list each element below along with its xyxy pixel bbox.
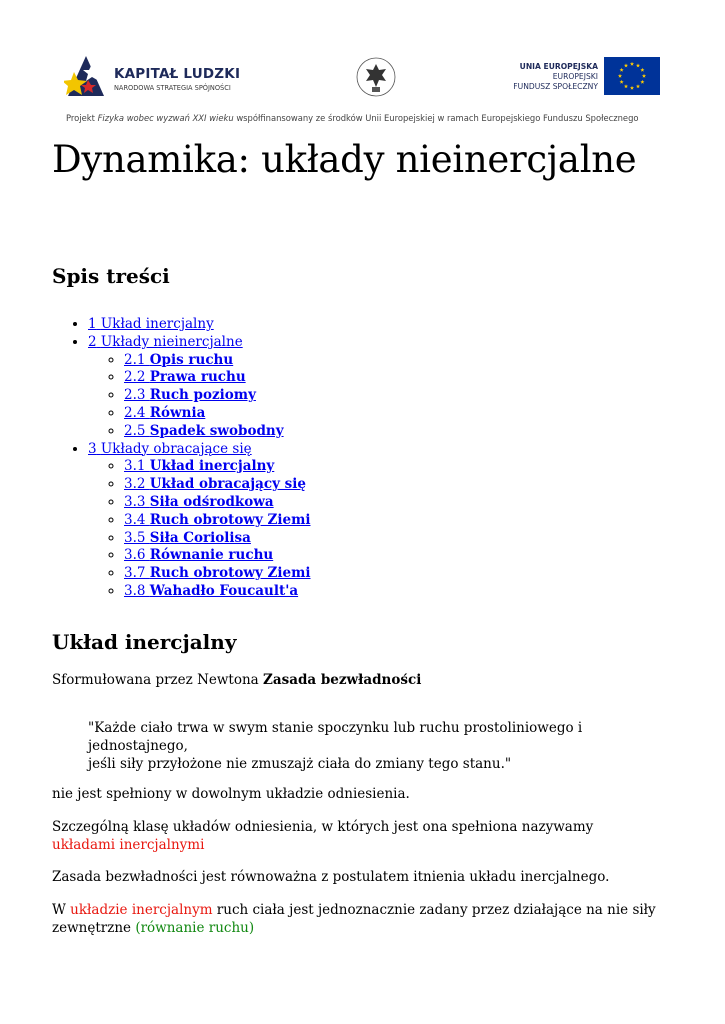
toc-subitem <box>124 352 311 370</box>
eu-flag-icon <box>604 57 660 95</box>
paragraph-newton-text: Sformułowana przez Newtona <box>52 672 264 688</box>
toc-subnumber: 2.4 <box>124 404 146 421</box>
toc-subnumber: 3.7 <box>124 565 146 582</box>
toc-sublabel: Siła odśrodkowa <box>149 493 274 510</box>
toc-subitem <box>124 405 311 423</box>
quote-line-1: "Każde ciało trwa w swym stanie spoczynku lub ruchu prostoliniowego i jednostajnego, <box>88 720 583 754</box>
toc-number: 2 <box>88 333 97 350</box>
paragraph-inertial-class <box>52 819 612 855</box>
kapital-ludzki-subtitle: NARODOWA STRATEGIA SPÓJNOŚCI <box>114 84 231 92</box>
toc-subnumber: 2.2 <box>124 369 146 386</box>
toc-sublink[interactable] <box>124 458 274 474</box>
paragraph-newton <box>52 672 672 690</box>
toc-subitem <box>124 494 311 512</box>
page-title: Dynamika: układy nieinercjalne <box>52 138 637 181</box>
toc-sublink[interactable] <box>124 405 205 421</box>
toc-sublabel: Równia <box>149 404 206 421</box>
toc-link[interactable] <box>88 316 214 332</box>
toc-subnumber: 3.5 <box>124 529 146 546</box>
link-rownanie-ruchu[interactable]: (równanie ruchu) <box>135 919 255 936</box>
paragraph-not-satisfied: nie jest spełniony w dowolnym układzie odniesienia. <box>52 786 410 802</box>
toc-sublink[interactable] <box>124 494 274 510</box>
project-suffix: współfinansowany ze środków Unii Europejskiej w ramach Europejskiego Funduszu Społecznego <box>233 113 639 123</box>
blockquote-inertia-law <box>88 720 668 773</box>
toc-label: Układ inercjalny <box>100 316 214 332</box>
paragraph-newton-bold: Zasada bezwładności <box>263 672 422 688</box>
toc-subnumber: 3.1 <box>124 458 146 475</box>
toc-subitem <box>124 547 311 565</box>
toc-sublabel: Spadek swobodny <box>149 422 284 439</box>
toc-subitem <box>124 530 311 548</box>
toc-subnumber: 2.5 <box>124 422 146 439</box>
toc-sublabel: Siła Coriolisa <box>149 529 251 546</box>
toc-sublabel: Równanie ruchu <box>149 547 274 564</box>
kapital-ludzki-star-icon <box>64 50 110 100</box>
toc-number: 3 <box>88 440 97 457</box>
toc-sublabel: Ruch obrotowy Ziemi <box>149 565 311 582</box>
toc-subitem <box>124 458 311 476</box>
toc-sublink[interactable] <box>124 387 256 403</box>
toc-sublabel: Ruch obrotowy Ziemi <box>149 511 311 528</box>
kapital-ludzki-logo <box>64 50 244 100</box>
table-of-contents <box>52 316 311 601</box>
eu-line-2: EUROPEJSKI <box>552 72 598 81</box>
eu-line-3: FUNDUSZ SPOŁECZNY <box>513 82 598 91</box>
toc-sublabel: Układ inercjalny <box>149 458 275 475</box>
toc-list <box>52 316 311 601</box>
toc-subnumber: 3.2 <box>124 476 146 493</box>
paragraph-motion-mid: ruch ciała jest jednoznacznie zadany przez działające na nie siły zewnętrzne <box>52 902 656 936</box>
toc-subnumber: 3.4 <box>124 511 146 528</box>
toc-item <box>88 316 311 334</box>
toc-heading: Spis treści <box>52 264 170 288</box>
toc-subnumber: 3.6 <box>124 547 146 564</box>
toc-sublink[interactable] <box>124 583 298 599</box>
toc-sublink[interactable] <box>124 547 273 563</box>
eu-fund-label <box>470 62 598 92</box>
toc-item <box>88 441 311 601</box>
term-uklady-inercjalne: układami inercjalnymi <box>52 836 205 853</box>
toc-subnumber: 2.3 <box>124 387 146 404</box>
university-warsaw-seal-icon <box>355 54 397 100</box>
toc-subnumber: 3.8 <box>124 582 146 599</box>
paragraph-equivalence: Zasada bezwładności jest równoważna z postulatem itnienia układu inercjalnego. <box>52 869 610 885</box>
project-funding-line <box>66 113 666 123</box>
kapital-ludzki-title: KAPITAŁ LUDZKI <box>114 66 241 82</box>
toc-sublink[interactable] <box>124 352 233 368</box>
toc-label: Układy nieinercjalne <box>100 333 243 350</box>
toc-sublink[interactable] <box>124 565 311 581</box>
toc-sublabel: Ruch poziomy <box>149 387 256 404</box>
toc-subitem <box>124 565 311 583</box>
page-header <box>0 0 725 130</box>
paragraph-motion-prefix: W <box>52 902 71 918</box>
paragraph-motion <box>52 902 682 938</box>
term-uklad-inercjalny: układzie inercjalnym <box>70 902 213 918</box>
project-name: Fizyka wobec wyzwań XXI wieku <box>97 113 234 123</box>
toc-sublabel: Opis ruchu <box>149 351 234 368</box>
toc-subitem <box>124 387 311 405</box>
toc-sublink[interactable] <box>124 476 306 492</box>
toc-subitem <box>124 369 311 387</box>
toc-sublink[interactable] <box>124 512 311 528</box>
toc-subitem <box>124 583 311 601</box>
toc-number: 1 <box>88 316 97 332</box>
toc-sublink[interactable] <box>124 423 284 439</box>
toc-sublabel: Wahadło Foucault'a <box>149 582 299 599</box>
toc-subnumber: 2.1 <box>124 351 146 368</box>
toc-sublink[interactable] <box>124 530 251 546</box>
eu-line-1: UNIA EUROPEJSKA <box>519 62 598 71</box>
toc-subitem <box>124 476 311 494</box>
toc-subnumber: 3.3 <box>124 493 146 510</box>
toc-sublist <box>88 352 311 441</box>
toc-sublabel: Prawa ruchu <box>149 369 246 386</box>
toc-subitem <box>124 423 311 441</box>
toc-link[interactable] <box>88 334 243 350</box>
toc-sublabel: Układ obracający się <box>149 476 306 493</box>
toc-sublist <box>88 458 311 600</box>
paragraph-inertial-class-text: Szczególną klasę układów odniesienia, w których jest ona spełniona nazywamy <box>52 819 594 835</box>
toc-subitem <box>124 512 311 530</box>
section-heading-uklad-inercjalny: Układ inercjalny <box>52 630 237 654</box>
toc-item <box>88 334 311 441</box>
toc-label: Układy obracające się <box>100 440 252 457</box>
toc-sublink[interactable] <box>124 369 246 385</box>
toc-link[interactable] <box>88 441 252 457</box>
quote-line-2: jeśli siły przyłożone nie zmuszajż ciała do zmiany tego stanu." <box>88 755 512 772</box>
project-prefix: Projekt <box>66 113 98 123</box>
